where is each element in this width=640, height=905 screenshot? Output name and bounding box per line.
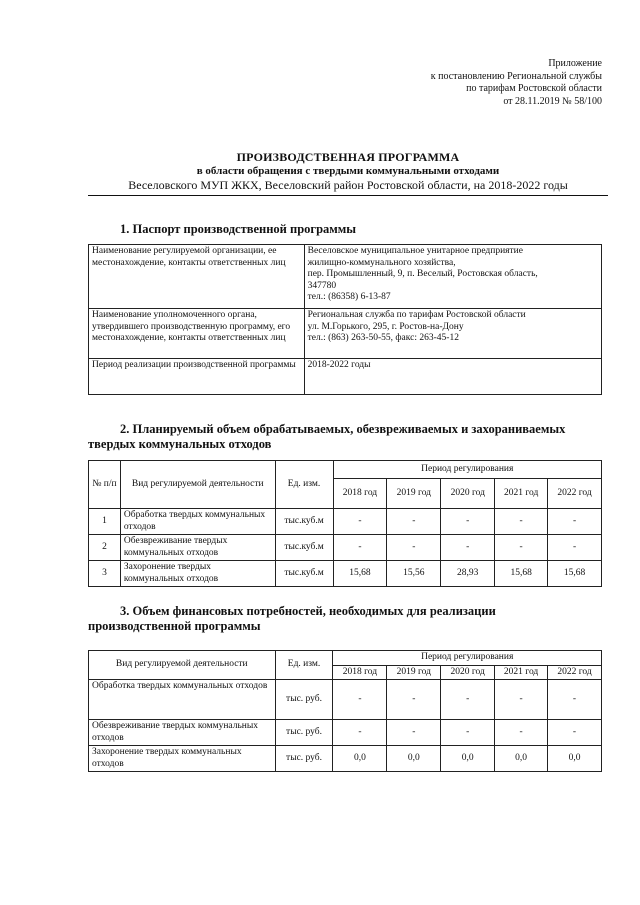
value-line: тел.: (86358) 6-13-87 (307, 292, 391, 302)
year-header: 2020 год (441, 665, 495, 680)
col-header-activity: Вид регулируемой деятельности (89, 651, 276, 680)
table-row (89, 561, 602, 587)
row-value: 15,68 (495, 561, 548, 587)
passport-value (304, 245, 601, 309)
section3-heading-line1: 3. Объем финансовых потребностей, необходимых для реализации (120, 604, 496, 618)
row-value: - (441, 509, 495, 535)
appendix-header (342, 58, 602, 108)
volume-table (88, 460, 602, 587)
value-line: Веселовское муниципальное унитарное предприятие (307, 246, 523, 256)
row-value: - (548, 720, 602, 746)
row-value: - (441, 680, 495, 720)
title-main: ПРОИЗВОДСТВЕННАЯ ПРОГРАММА (236, 150, 460, 164)
row-unit: тыс. руб. (275, 680, 333, 720)
value-line: пер. Промышленный, 9, п. Веселый, Ростовская область, (307, 269, 538, 279)
year-header: 2021 год (495, 479, 548, 509)
row-activity: Обезвреживание твердых коммунальных отходов (120, 535, 275, 561)
row-activity: Обработка твердых коммунальных отходов (120, 509, 275, 535)
title-organization: Веселовского МУП ЖКХ, Веселовский район Ростовской области, на 2018-2022 годы (128, 178, 568, 192)
row-value: - (441, 720, 495, 746)
row-num: 2 (89, 535, 121, 561)
title-subject: в области обращения с твердыми коммунальными отходами (196, 165, 500, 177)
row-num: 3 (89, 561, 121, 587)
appendix-line: по тарифам Ростовской области (466, 83, 602, 94)
year-header: 2021 год (495, 665, 548, 680)
row-value: 28,93 (441, 561, 495, 587)
row-value: 0,0 (548, 746, 602, 772)
row-unit: тыс.куб.м (275, 535, 333, 561)
value-line: Региональная служба по тарифам Ростовской области (307, 310, 526, 320)
passport-label: Наименование регулируемой организации, ее местонахождение, контакты ответственных лиц (89, 245, 305, 309)
row-activity: Обработка твердых коммунальных отходов (89, 680, 276, 720)
appendix-line: к постановлению Региональной службы (430, 70, 602, 82)
table-row (89, 359, 602, 395)
value-line: жилищно-коммунального хозяйства, (307, 257, 456, 268)
value-line: ул. М.Горького, 295, г. Ростов-на-Дону (307, 321, 464, 332)
col-header-period: Период регулирования (333, 461, 601, 479)
table-row (89, 746, 602, 772)
row-value: - (333, 535, 387, 561)
row-value: 0,0 (441, 746, 495, 772)
row-value: 0,0 (387, 746, 441, 772)
table-row (89, 680, 602, 720)
table-header-row (89, 651, 602, 666)
appendix-line: Приложение (548, 58, 602, 69)
row-value: - (387, 680, 441, 720)
row-value: - (548, 509, 602, 535)
passport-value (304, 359, 601, 395)
row-value: - (441, 535, 495, 561)
row-value: - (495, 720, 548, 746)
passport-label: Наименование уполномоченного органа, утвердившего производственную программу, его местонахождение, контакты ответственных лиц (89, 309, 305, 359)
col-header-num: № п/п (89, 461, 121, 509)
section1-heading: 1. Паспорт производственной программы (120, 222, 357, 236)
row-value: 15,68 (548, 561, 602, 587)
col-header-activity: Вид регулируемой деятельности (120, 461, 275, 509)
passport-label: Период реализации производственной программы (89, 359, 305, 395)
section3-heading-line2: производственной программы (88, 619, 261, 633)
row-unit: тыс. руб. (275, 720, 333, 746)
title-underline (88, 195, 608, 196)
value-line: тел.: (863) 263-50-55, факс: 263-45-12 (307, 333, 459, 343)
year-header: 2019 год (387, 479, 441, 509)
table-row (89, 509, 602, 535)
year-header: 2019 год (387, 665, 441, 680)
year-header: 2020 год (441, 479, 495, 509)
row-value: - (333, 720, 387, 746)
row-value: - (333, 509, 387, 535)
row-value: - (333, 680, 387, 720)
year-header: 2022 год (548, 665, 602, 680)
passport-value (304, 309, 601, 359)
row-value: 15,68 (333, 561, 387, 587)
col-header-unit: Ед. изм. (275, 461, 333, 509)
row-activity: Обезвреживание твердых коммунальных отходов (89, 720, 276, 746)
appendix-date-line: от 28.11.2019 № 58/100 (503, 95, 602, 107)
row-value: - (495, 680, 548, 720)
row-value: - (495, 535, 548, 561)
col-header-period: Период регулирования (333, 651, 602, 666)
row-unit: тыс. руб. (275, 746, 333, 772)
year-header: 2018 год (333, 479, 387, 509)
row-num: 1 (89, 509, 121, 535)
row-unit: тыс.куб.м (275, 509, 333, 535)
year-header: 2022 год (548, 479, 602, 509)
row-value: - (548, 680, 602, 720)
document-title (88, 150, 608, 192)
col-header-unit: Ед. изм. (275, 651, 333, 680)
year-header: 2018 год (333, 665, 387, 680)
table-row (89, 535, 602, 561)
passport-table (88, 244, 602, 395)
row-value: 0,0 (333, 746, 387, 772)
row-value: - (387, 535, 441, 561)
value-line: 347780 (307, 280, 337, 291)
row-unit: тыс.куб.м (275, 561, 333, 587)
finance-table (88, 650, 602, 772)
row-value: 0,0 (495, 746, 548, 772)
table-row (89, 720, 602, 746)
row-value: - (387, 509, 441, 535)
section2-heading-line1: 2. Планируемый объем обрабатываемых, обезвреживаемых и захораниваемых (120, 422, 566, 436)
table-row (89, 245, 602, 309)
value-line: 2018-2022 годы (307, 360, 371, 370)
table-header-row (89, 461, 602, 479)
row-activity: Захоронение твердых коммунальных отходов (89, 746, 276, 772)
row-value: 15,56 (387, 561, 441, 587)
section2-heading-line2: твердых коммунальных отходов (88, 437, 272, 451)
table-row (89, 309, 602, 359)
row-value: - (387, 720, 441, 746)
row-value: - (548, 535, 602, 561)
row-activity: Захоронение твердых коммунальных отходов (120, 561, 275, 587)
row-value: - (495, 509, 548, 535)
